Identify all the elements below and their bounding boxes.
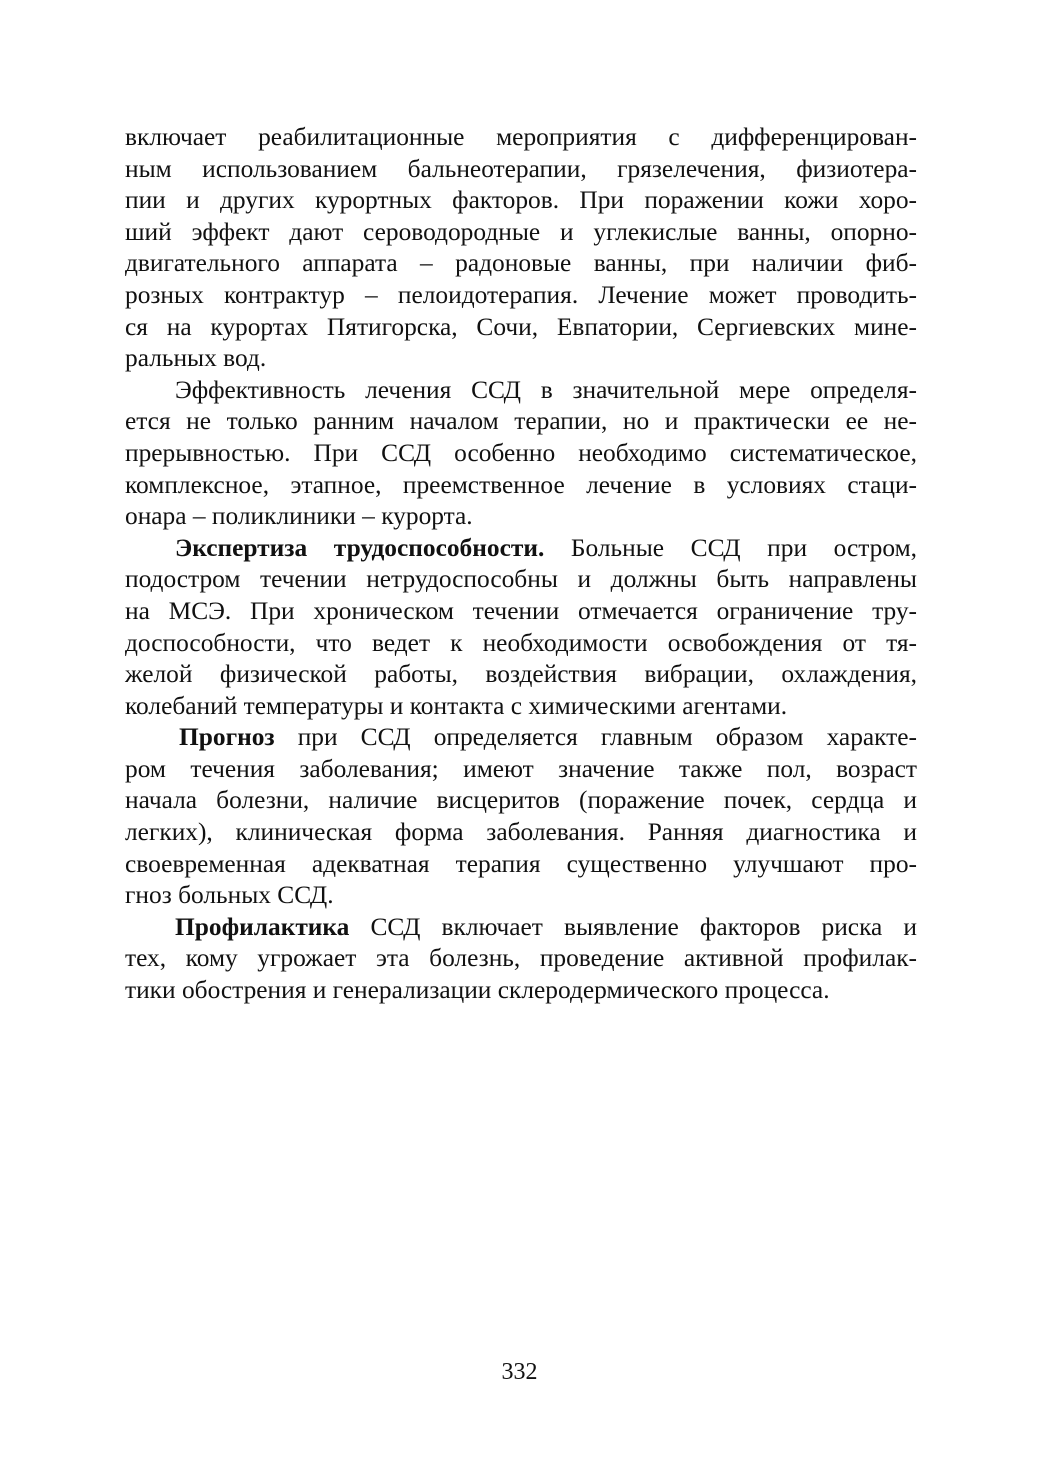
text-line: тех, кому угрожает эта болезнь, проведение активной профилак- <box>125 944 917 973</box>
text-line: онара – поликлиники – курорта. <box>125 502 473 531</box>
text-line: доспособности, что ведет к необходимости освобождения от тя- <box>125 628 917 657</box>
text-line: на МСЭ. При хроническом течении отмечается ограничение тру- <box>125 596 917 625</box>
section-heading-work-capacity: Экспертиза трудоспособности. <box>175 533 545 562</box>
text-line: комплексное, этапное, преемственное лечение в условиях стаци- <box>125 470 917 499</box>
text-run: при ССД определяется главным образом характе- <box>274 723 917 752</box>
text-line: Эффективность лечения ССД в значительной мере определя- <box>175 375 917 404</box>
text-line: ральных вод. <box>125 344 267 373</box>
paragraph-rehabilitation <box>125 122 917 375</box>
text-line: прерывностью. При ССД особенно необходимо систематическое, <box>125 438 917 467</box>
text-line <box>125 533 917 565</box>
text-line: желой физической работы, воздействия вибрации, охлаждения, <box>125 660 917 689</box>
text-line: своевременная адекватная терапия существенно улучшают про- <box>125 849 917 878</box>
text-line: пии и других курортных факторов. При поражении кожи хоро- <box>125 186 917 215</box>
page-number: 332 <box>501 1359 538 1385</box>
paragraph-prognosis <box>125 722 917 912</box>
text-line: тики обострения и генерализации склеродермического процесса. <box>125 976 830 1005</box>
text-line <box>125 912 917 944</box>
text-line: ется не только ранним началом терапии, но и практически ее не- <box>125 407 917 436</box>
paragraph-work-capacity <box>125 533 917 723</box>
text-run: Больные ССД при остром, <box>544 533 917 562</box>
section-heading-prognosis: Прогноз <box>179 723 275 752</box>
text-line: включает реабилитационные мероприятия с дифференцирован- <box>125 123 917 151</box>
section-heading-prevention: Профилактика <box>175 912 350 941</box>
paragraph-effectiveness <box>125 375 917 533</box>
text-line <box>125 722 917 754</box>
text-line: гноз больных ССД. <box>125 881 334 910</box>
text-line: подостром течении нетрудоспособны и должны быть направлены <box>125 565 917 594</box>
text-line: ным использованием бальнеотерапии, грязелечения, физиотера- <box>125 154 917 183</box>
paragraph-prevention <box>125 912 917 1007</box>
text-line: двигательного аппарата – радоновые ванны, при наличии фиб- <box>125 249 917 278</box>
text-line: ший эффект дают сероводородные и углекислые ванны, опорно- <box>125 217 917 246</box>
text-line: легких), клиническая форма заболевания. Ранняя диагностика и <box>125 818 917 847</box>
text-line: начала болезни, наличие висцеритов (поражение почек, сердца и <box>125 786 917 815</box>
text-line: ся на курортах Пятигорска, Сочи, Евпатории, Сергиевских мине- <box>125 312 917 341</box>
text-run: ССД включает выявление факторов риска и <box>349 912 917 941</box>
text-line: розных контрактур – пелоидотерапия. Лечение может проводить- <box>125 280 917 309</box>
text-line: ром течения заболевания; имеют значение также пол, возраст <box>125 754 917 783</box>
text-line: колебаний температуры и контакта с химическими агентами. <box>125 691 788 720</box>
body-text <box>125 122 917 1007</box>
